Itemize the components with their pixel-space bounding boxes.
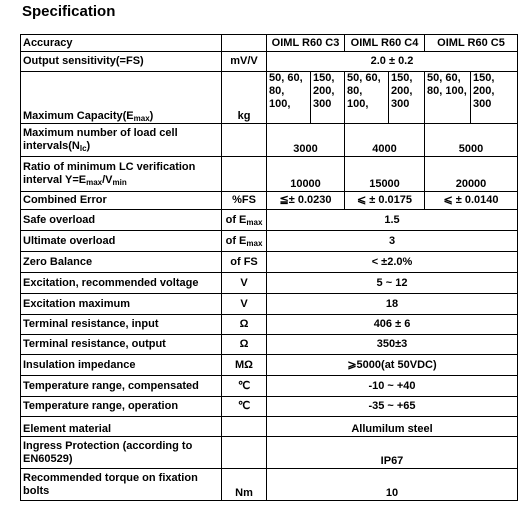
table-row — [21, 397, 518, 417]
row-unit: of FS — [222, 252, 267, 273]
row-label: Ratio of minimum LC verification interval Y=Emax/Vmin — [21, 157, 222, 192]
capacity-range-c3-high: 150, 200, 300 — [311, 72, 345, 124]
row-label: Temperature range, compensated — [21, 376, 222, 397]
row-unit: MΩ — [222, 355, 267, 376]
table-row — [21, 231, 518, 252]
table-row — [21, 273, 518, 294]
row-unit — [222, 437, 267, 469]
row-unit: kg — [222, 72, 267, 124]
row-value-c4: 4000 — [345, 124, 425, 157]
row-value: 5 ~ 12 — [267, 273, 518, 294]
table-row — [21, 157, 518, 192]
capacity-range-c4-high: 150, 200, 300 — [389, 72, 425, 124]
row-label: Output sensitivity(=FS) — [21, 52, 222, 72]
header-accuracy: Accuracy — [21, 35, 222, 52]
table-row — [21, 355, 518, 376]
row-label: Temperature range, operation — [21, 397, 222, 417]
row-unit: ℃ — [222, 376, 267, 397]
table-row — [21, 469, 518, 501]
row-unit: of Emax — [222, 210, 267, 231]
header-c4: OIML R60 C4 — [345, 35, 425, 52]
row-unit: V — [222, 273, 267, 294]
table-header-row — [21, 35, 518, 52]
header-c5: OIML R60 C5 — [425, 35, 518, 52]
row-unit: Ω — [222, 315, 267, 335]
row-value: -35 ~ +65 — [267, 397, 518, 417]
row-value: 350±3 — [267, 335, 518, 355]
row-value: < ±2.0% — [267, 252, 518, 273]
row-unit: ℃ — [222, 397, 267, 417]
row-value: 18 — [267, 294, 518, 315]
table-row — [21, 52, 518, 72]
row-value: 406 ± 6 — [267, 315, 518, 335]
table-row — [21, 335, 518, 355]
row-label: Insulation impedance — [21, 355, 222, 376]
table-row — [21, 192, 518, 210]
row-label: Terminal resistance, input — [21, 315, 222, 335]
row-value-c5: 5000 — [425, 124, 518, 157]
row-unit: mV/V — [222, 52, 267, 72]
row-value: -10 ~ +40 — [267, 376, 518, 397]
row-unit: V — [222, 294, 267, 315]
row-value-c3: 3000 — [267, 124, 345, 157]
table-row — [21, 124, 518, 157]
table-row — [21, 252, 518, 273]
row-label: Ultimate overload — [21, 231, 222, 252]
row-value-c5: 20000 — [425, 157, 518, 192]
header-unit-blank — [222, 35, 267, 52]
row-unit — [222, 417, 267, 437]
row-label: Element material — [21, 417, 222, 437]
row-value-c4: ⩽ ± 0.0175 — [345, 192, 425, 210]
capacity-range-c5-low: 50, 60, 80, 100, — [425, 72, 471, 124]
table-row — [21, 210, 518, 231]
row-value: 10 — [267, 469, 518, 501]
header-c3: OIML R60 C3 — [267, 35, 345, 52]
row-label: Zero Balance — [21, 252, 222, 273]
row-unit — [222, 157, 267, 192]
table-row — [21, 294, 518, 315]
row-value-c3: 10000 — [267, 157, 345, 192]
table-row — [21, 417, 518, 437]
row-value: 1.5 — [267, 210, 518, 231]
row-value: IP67 — [267, 437, 518, 469]
row-label: Safe overload — [21, 210, 222, 231]
row-value: 3 — [267, 231, 518, 252]
row-label: Excitation, recommended voltage — [21, 273, 222, 294]
row-value-c5: ⩽ ± 0.0140 — [425, 192, 518, 210]
table-row — [21, 376, 518, 397]
row-label: Terminal resistance, output — [21, 335, 222, 355]
table-row — [21, 72, 518, 124]
row-value-c3: ≦± 0.0230 — [267, 192, 345, 210]
row-label: Maximum Capacity(Emax) — [21, 72, 222, 124]
row-label: Excitation maximum — [21, 294, 222, 315]
row-label: Ingress Protection (according to EN60529) — [21, 437, 222, 469]
row-unit: Nm — [222, 469, 267, 501]
row-value: 2.0 ± 0.2 — [267, 52, 518, 72]
row-unit — [222, 124, 267, 157]
table-row — [21, 437, 518, 469]
specification-table — [20, 34, 518, 501]
row-unit: Ω — [222, 335, 267, 355]
row-unit: of Emax — [222, 231, 267, 252]
page-title: Specification — [22, 3, 116, 20]
row-value-c4: 15000 — [345, 157, 425, 192]
row-unit: %FS — [222, 192, 267, 210]
row-value: ⩾5000(at 50VDC) — [267, 355, 518, 376]
row-value: Allumilum steel — [267, 417, 518, 437]
row-label: Maximum number of load cell intervals(Nlc) — [21, 124, 222, 157]
capacity-range-c5-high: 150, 200, 300 — [471, 72, 518, 124]
row-label: Combined Error — [21, 192, 222, 210]
row-label: Recommended torque on fixation bolts — [21, 469, 222, 501]
table-row — [21, 315, 518, 335]
capacity-range-c3-low: 50, 60, 80, 100, — [267, 72, 311, 124]
capacity-range-c4-low: 50, 60, 80, 100, — [345, 72, 389, 124]
